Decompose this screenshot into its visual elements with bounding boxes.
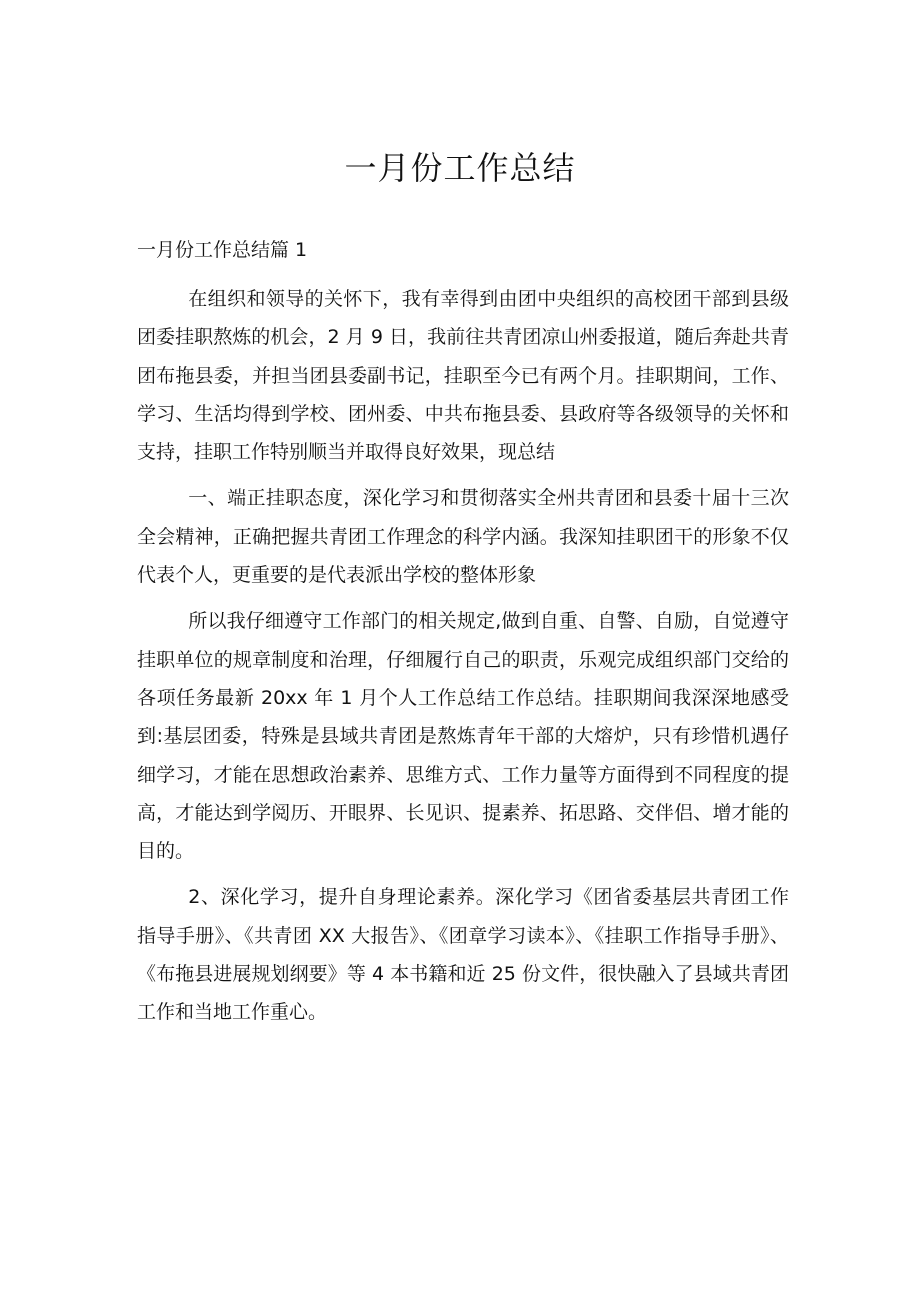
document-body (137, 280, 789, 1032)
document-title: 一月份工作总结 (344, 149, 576, 187)
paragraph-section-one: 一、端正挂职态度，深化学习和贯彻落实全州共青团和县委十届十三次全会精神，正确把握共青团工作理念的科学内涵。我深知挂职团干的形象不仅代表个人，更重要的是代表派出学校的整体形象 (137, 487, 789, 587)
document-subtitle: 一月份工作总结篇 1 (137, 239, 308, 261)
paragraph-compliance: 所以我仔细遵守工作部门的相关规定,做到自重、自警、自励，自觉遵守挂职单位的规章制度和治理，仔细履行自己的职责，乐观完成组织部门交给的各项任务最新 20xx 年 1 月个人工作总结工作总结。挂职期间我深深地感受到:基层团委，特殊是县域共青团是熬炼青年干部的大熔炉，只有珍惜机遇仔细学习，才能在思想政治素养、思维方式、工作力量等方面得到不同程度的提高，才能达到学阅历、开眼界、长见识、提素养、拓思路、交伴侣、增才能的目的。 (137, 610, 789, 863)
paragraph-intro: 在组织和领导的关怀下，我有幸得到由团中央组织的高校团干部到县级团委挂职熬炼的机会，2 月 9 日，我前往共青团凉山州委报道，随后奔赴共青团布拖县委，并担当团县委副书记，挂职至今已有两个月。挂职期间，工作、学习、生活均得到学校、团州委、中共布拖县委、县政府等各级领导的关怀和支持，挂职工作特别顺当并取得良好效果，现总结 (137, 288, 789, 464)
paragraph-section-two: 2、深化学习，提升自身理论素养。深化学习《团省委基层共青团工作指导手册》、《共青团 XX 大报告》、《团章学习读本》、《挂职工作指导手册》、《布拖县进展规划纲要》等 4 本书籍和近 25 份文件，很快融入了县域共青团工作和当地工作重心。 (137, 886, 789, 1024)
